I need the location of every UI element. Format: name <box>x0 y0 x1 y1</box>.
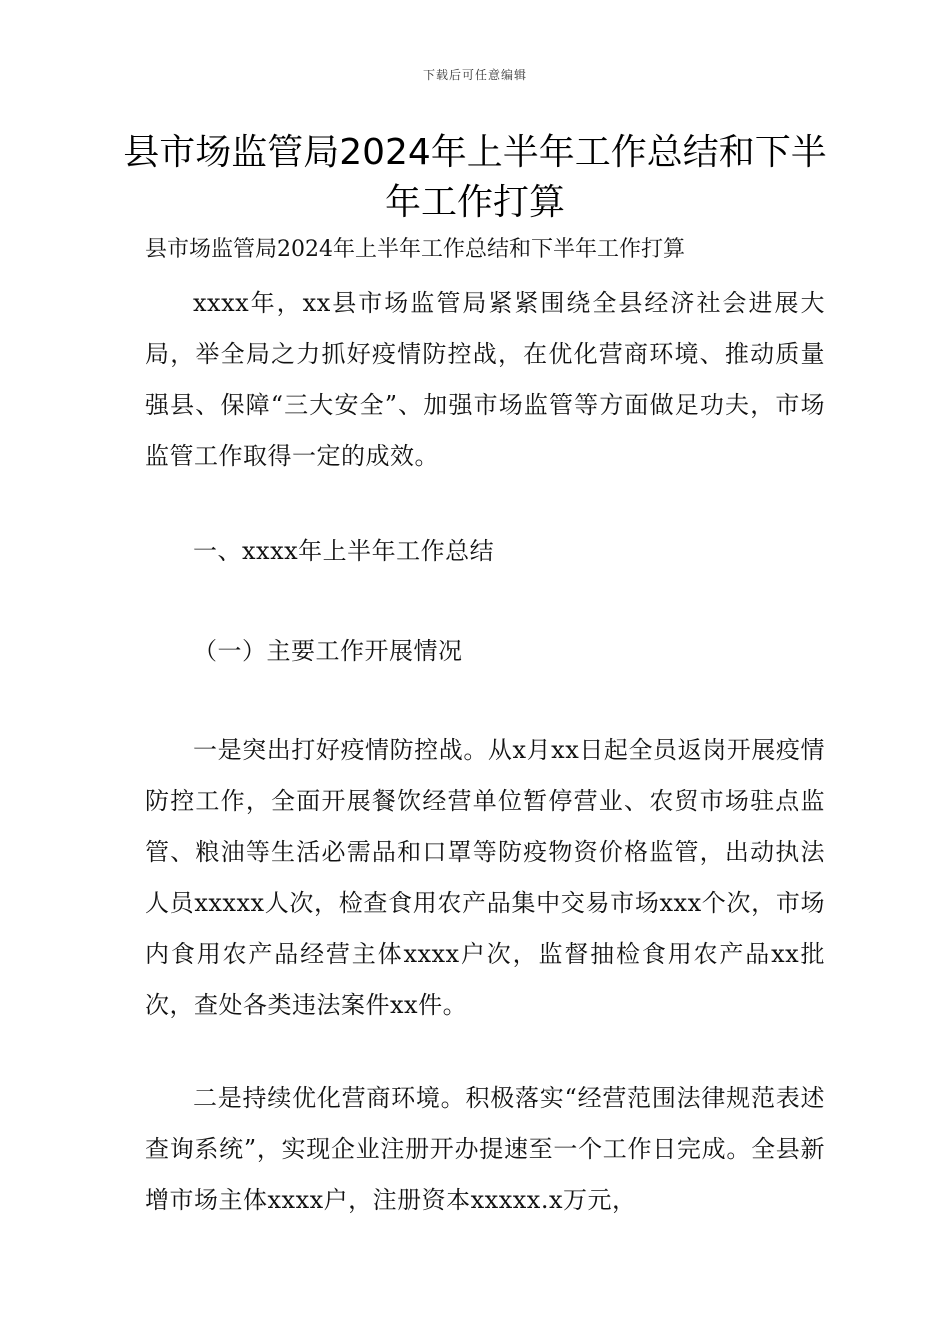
work-item-paragraph: 二是持续优化营商环境。积极落实“经营范围法律规范表述查询系统”，实现企业注册开办提速至一个工作日完成。全县新增市场主体xxxx户，注册资本xxxxx.x万元， <box>145 1084 825 1214</box>
section-heading: 一、xxxx年上半年工作总结 <box>193 537 495 565</box>
work-item-paragraph: 一是突出打好疫情防控战。从x月xx日起全员返岗开展疫情防控工作，全面开展餐饮经营单位暂停营业、农贸市场驻点监管、粮油等生活必需品和口罩等防疫物资价格监管，出动执法人员xxxxx人次，检查食用农产品集中交易市场xxx个次，市场内食用农产品经营主体xxxx户次，监督抽检食用农产品xx批次，查处各类违法案件xx件。 <box>145 736 825 1019</box>
intro-paragraph: xxxx年，xx县市场监管局紧紧围绕全县经济社会进展大局，举全局之力抓好疫情防控战，在优化营商环境、推动质量强县、保障“三大安全”、加强市场监管等方面做足功夫，市场监管工作取得一定的成效。 <box>145 289 825 470</box>
document-title: 县市场监管局2024年上半年工作总结和下半年工作打算 <box>123 132 827 223</box>
subsection-heading: （一）主要工作开展情况 <box>193 637 463 665</box>
header-note: 下载后可任意编辑 <box>422 68 527 82</box>
document-subtitle: 县市场监管局2024年上半年工作总结和下半年工作打算 <box>145 237 685 262</box>
